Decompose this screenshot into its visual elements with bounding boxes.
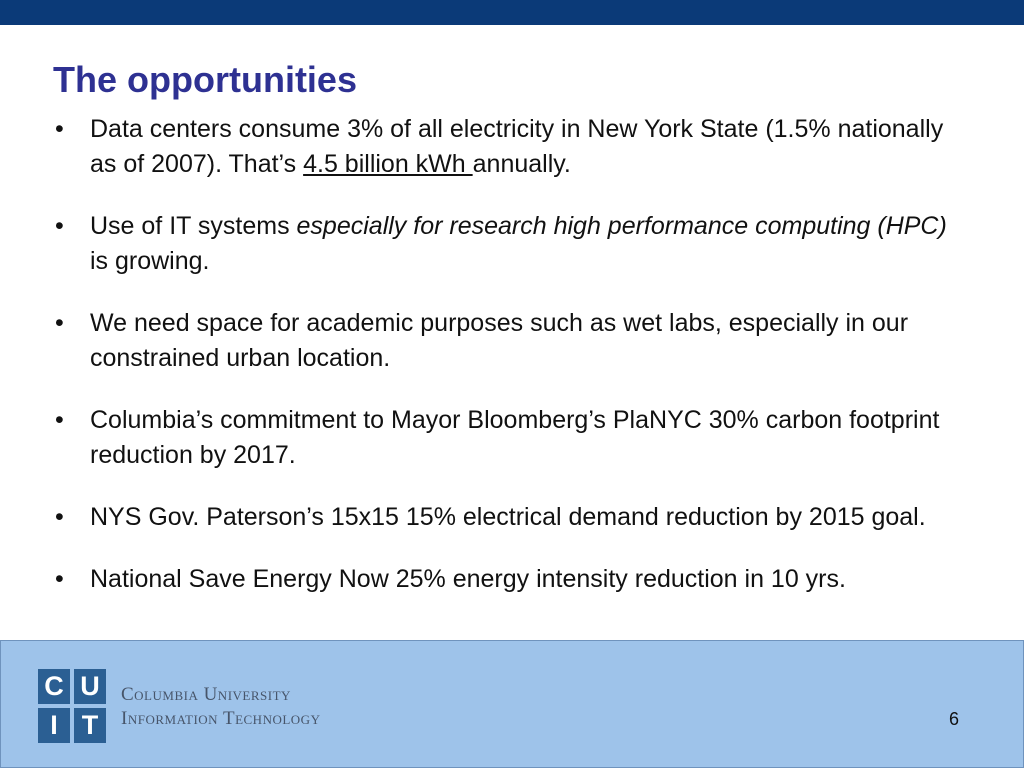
org-name-line1: Columbia University <box>121 684 291 705</box>
bullet-item <box>0 562 960 597</box>
bullet-item <box>0 306 960 376</box>
bullet-item <box>0 500 960 535</box>
logo-letter-u: U <box>74 669 106 704</box>
bullet-text: Use of IT systems <box>90 212 297 240</box>
bullet-marker: • <box>55 565 64 593</box>
logo-letter-t: T <box>74 708 106 743</box>
logo-letter-i: I <box>38 708 70 743</box>
bullet-text: Columbia’s commitment to Mayor Bloomberg’s PlaNYC 30% carbon footprint reduction by 2017. <box>90 406 940 469</box>
bullet-marker: • <box>55 406 64 434</box>
cuit-logo <box>38 669 108 745</box>
bullet-item <box>0 112 960 182</box>
bullet-list <box>0 112 1024 624</box>
bullet-item <box>0 209 960 279</box>
slide-footer <box>0 640 1024 768</box>
bullet-text: National Save Energy Now 25% energy intensity reduction in 10 yrs. <box>90 565 846 593</box>
emphasized-text: especially for research high performance computing (HPC) <box>296 212 947 240</box>
bullet-marker: • <box>55 115 64 143</box>
bullet-marker: • <box>55 212 64 240</box>
slide-title: The opportunities <box>53 59 357 100</box>
org-name <box>121 683 320 731</box>
org-name-line2: Information Technology <box>121 708 321 729</box>
bullet-marker: • <box>55 503 64 531</box>
bullet-text: We need space for academic purposes such as wet labs, especially in our constrained urban location. <box>90 309 909 372</box>
top-banner-bar <box>0 0 1024 25</box>
bullet-marker: • <box>55 309 64 337</box>
bullet-text: NYS Gov. Paterson’s 15x15 15% electrical demand reduction by 2015 goal. <box>90 503 926 531</box>
underlined-value: 4.5 billion kWh <box>303 150 473 178</box>
bullet-text: Data centers consume 3% of all electricity in New York State (1.5% nationally as of 2007). That’s <box>90 115 944 178</box>
bullet-text: annually. <box>472 150 571 178</box>
logo-letter-c: C <box>38 669 70 704</box>
page-number: 6 <box>949 709 960 729</box>
bullet-text: is growing. <box>90 247 210 275</box>
bullet-item <box>0 403 960 473</box>
